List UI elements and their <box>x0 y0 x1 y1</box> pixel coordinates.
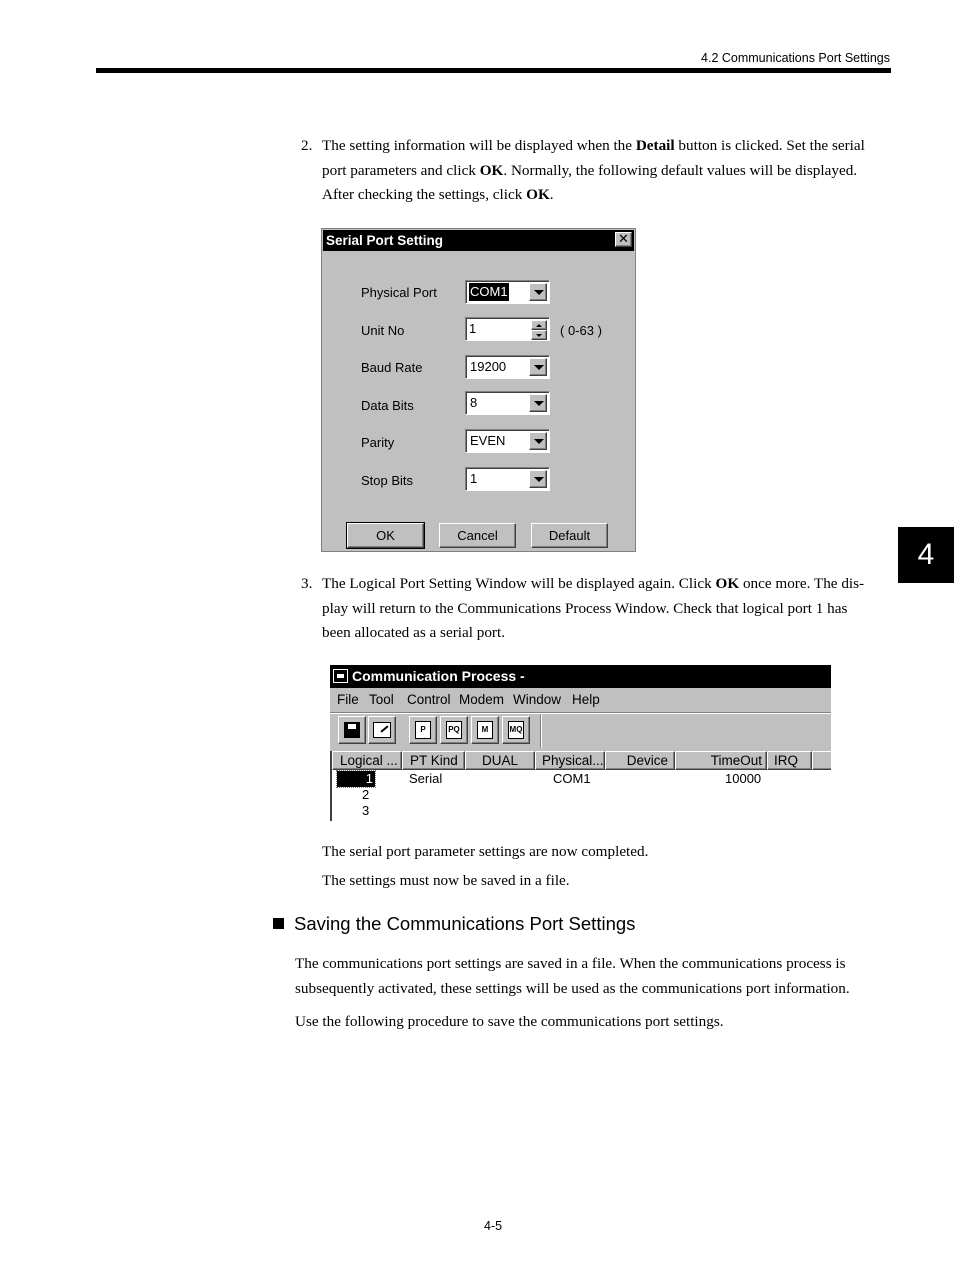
data-bits-value: 8 <box>470 395 478 410</box>
chevron-down-icon[interactable] <box>529 283 547 301</box>
toolbar-divider <box>540 714 542 748</box>
column-irq[interactable]: IRQ <box>767 751 812 770</box>
parity-label: Parity <box>361 435 395 450</box>
stop-bits-label: Stop Bits <box>361 473 414 488</box>
column-device[interactable]: Device <box>605 751 675 770</box>
data-bits-label: Data Bits <box>361 398 414 413</box>
menu-file[interactable]: File <box>337 692 359 707</box>
step-2-number: 2. <box>301 137 313 154</box>
unit-no-spinner[interactable] <box>465 317 550 341</box>
row-3-logical[interactable]: 3 <box>362 803 370 818</box>
column-filler <box>812 751 831 770</box>
step-3-line-3: been allocated as a serial port. <box>322 624 506 641</box>
window-title: Communication Process - <box>330 665 831 688</box>
baud-rate-value: 19200 <box>470 359 507 374</box>
step-3-text <box>322 572 892 646</box>
default-button[interactable]: Default <box>531 523 608 548</box>
data-bits-combo[interactable] <box>465 391 550 415</box>
chapter-tab: 4 <box>898 527 954 583</box>
physical-port-label: Physical Port <box>361 285 437 300</box>
completed-note: The serial port parameter settings are now completed. <box>322 843 649 860</box>
spin-up-icon[interactable] <box>531 320 547 330</box>
stop-bits-value: 1 <box>470 471 478 486</box>
serial-port-setting-dialog <box>321 228 636 552</box>
step-2-text <box>322 134 892 208</box>
step-2-line-1: The setting information will be displayed when the Detail button is clicked. Set the serial <box>322 137 865 154</box>
step-3-line-1: The Logical Port Setting Window will be displayed again. Click OK once more. The dis- <box>322 575 865 592</box>
app-icon <box>333 669 348 683</box>
chevron-down-icon[interactable] <box>529 358 547 376</box>
column-logical[interactable]: Logical ... <box>332 751 402 770</box>
m-icon[interactable]: M <box>471 716 499 744</box>
square-bullet-icon <box>273 918 284 929</box>
save-icon[interactable] <box>338 716 366 744</box>
communication-process-window <box>329 665 831 821</box>
menu-bar <box>330 689 831 711</box>
ok-button[interactable]: OK <box>347 523 424 548</box>
parity-value: EVEN <box>470 433 506 448</box>
section-paragraph-1: The communications port settings are saved in a file. When the communications process is subsequently activated, these settings will be used as the communications port information. <box>295 955 850 997</box>
row-1-physical: COM1 <box>553 771 591 786</box>
step-2-line-3: After checking the settings, click OK. <box>322 186 554 203</box>
step-3-line-2: play will return to the Communications Process Window. Check that logical port 1 has <box>322 599 848 617</box>
column-timeout[interactable]: TimeOut <box>675 751 767 770</box>
unit-no-value: 1 <box>469 321 477 336</box>
physical-port-combo[interactable] <box>465 280 550 304</box>
close-icon[interactable]: ✕ <box>615 232 632 247</box>
p-icon[interactable]: P <box>409 716 437 744</box>
menu-modem[interactable]: Modem <box>459 692 505 707</box>
pq-icon[interactable]: PQ <box>440 716 468 744</box>
unit-no-range: ( 0-63 ) <box>560 323 602 338</box>
port-list[interactable] <box>330 751 831 821</box>
baud-rate-combo[interactable] <box>465 355 550 379</box>
physical-port-value: COM1 <box>470 284 508 299</box>
mq-icon[interactable]: MQ <box>502 716 530 744</box>
column-pt-kind[interactable]: PT Kind <box>402 751 465 770</box>
stop-bits-combo[interactable] <box>465 467 550 491</box>
toolbar-separator <box>330 712 831 714</box>
menu-help[interactable]: Help <box>572 692 600 707</box>
dialog-title: Serial Port Setting <box>323 230 634 251</box>
row-2-logical[interactable]: 2 <box>362 787 370 802</box>
chevron-down-icon[interactable] <box>529 470 547 488</box>
section-heading: Saving the Communications Port Settings <box>273 913 635 935</box>
step-3-number: 3. <box>301 575 313 592</box>
page-number: 4-5 <box>484 1219 503 1233</box>
step-2-line-2: port parameters and click OK. Normally, the following default values will be displayed. <box>322 161 858 179</box>
row-1-timeout: 10000 <box>725 771 762 786</box>
edit-icon[interactable] <box>368 716 396 744</box>
chevron-down-icon[interactable] <box>529 394 547 412</box>
menu-tool[interactable]: Tool <box>369 692 394 707</box>
menu-control[interactable]: Control <box>407 692 451 707</box>
column-dual[interactable]: DUAL <box>465 751 535 770</box>
row-1-pt-kind: Serial <box>409 771 443 786</box>
running-head: 4.2 Communications Port Settings <box>701 51 890 65</box>
parity-combo[interactable] <box>465 429 550 453</box>
menu-window[interactable]: Window <box>513 692 562 707</box>
spin-down-icon[interactable] <box>531 330 547 340</box>
save-note: The settings must now be saved in a file. <box>322 872 570 889</box>
row-1-logical[interactable]: 1 <box>337 771 375 787</box>
baud-rate-label: Baud Rate <box>361 360 423 375</box>
unit-no-label: Unit No <box>361 323 405 338</box>
chevron-down-icon[interactable] <box>529 432 547 450</box>
cancel-button[interactable]: Cancel <box>439 523 516 548</box>
header-rule <box>96 68 891 73</box>
column-physical[interactable]: Physical... <box>535 751 605 770</box>
section-paragraph-2: Use the following procedure to save the communications port settings. <box>295 1013 724 1030</box>
